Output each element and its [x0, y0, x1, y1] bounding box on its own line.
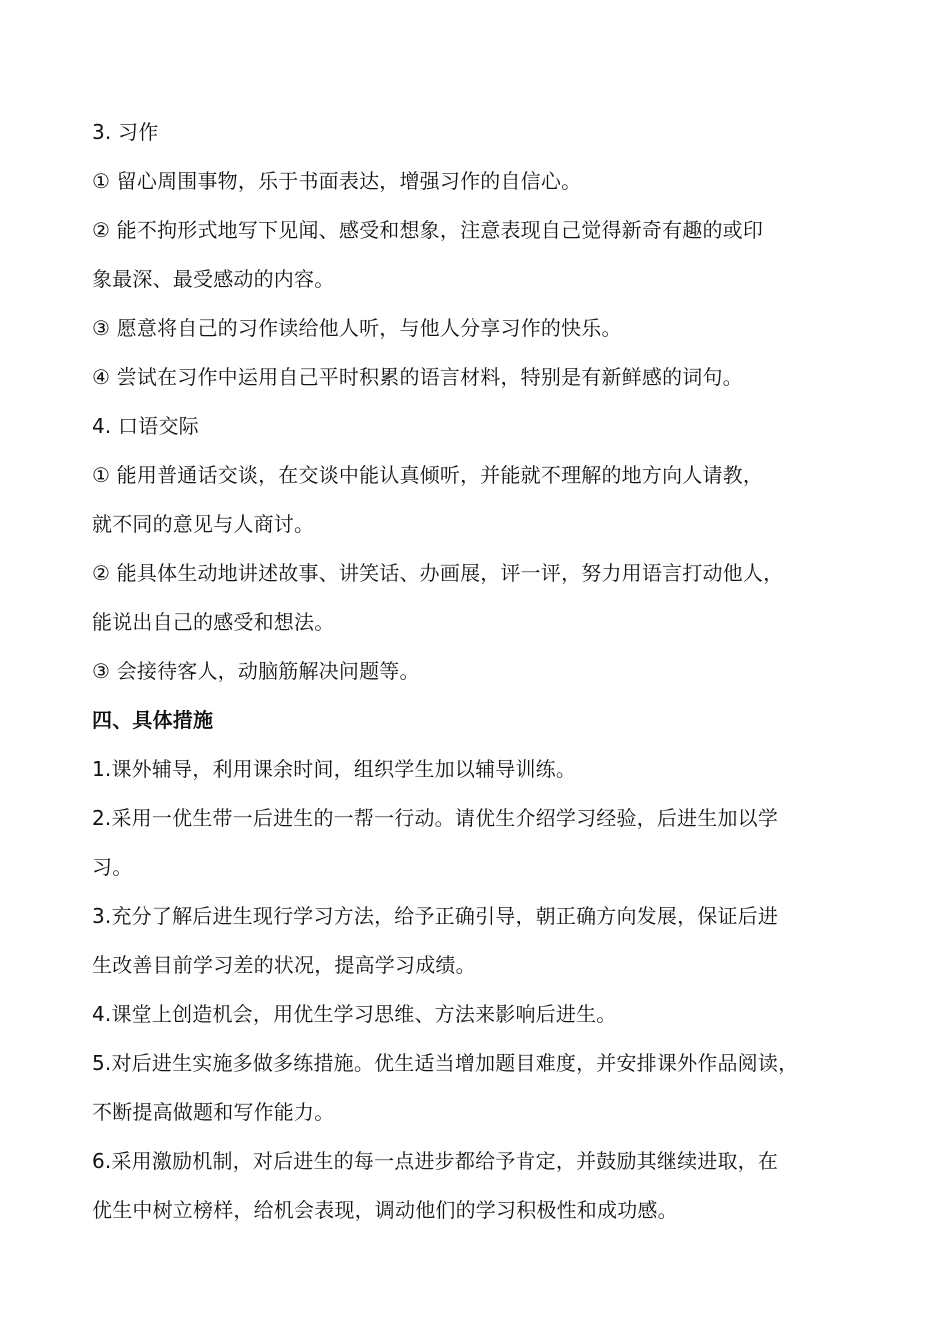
writing-item-3: ③ 愿意将自己的习作读给他人听，与他人分享习作的快乐。	[92, 316, 622, 340]
measure-6-line-2: 优生中树立榜样，给机会表现，调动他们的学习积极性和成功感。	[92, 1198, 678, 1222]
measure-5-line-1: 5.对后进生实施多做多练措施。优生适当增加题目难度，并安排课外作品阅读，	[92, 1051, 799, 1075]
writing-item-1: ① 留心周围事物，乐于书面表达，增强习作的自信心。	[92, 169, 582, 193]
writing-item-2-line-1: ② 能不拘形式地写下见闻、感受和想象，注意表现自己觉得新奇有趣的或印	[92, 218, 764, 242]
writing-item-2-line-2: 象最深、最受感动的内容。	[92, 267, 335, 291]
measure-1: 1.课外辅导，利用课余时间，组织学生加以辅导训练。	[92, 757, 577, 781]
measure-6-line-1: 6.采用激励机制，对后进生的每一点进步都给予肯定，并鼓励其继续进取，在	[92, 1149, 779, 1173]
measure-2-line-1: 2.采用一优生带一后进生的一帮一行动。请优生介绍学习经验，后进生加以学	[92, 806, 779, 830]
oral-item-2-line-1: ② 能具体生动地讲述故事、讲笑话、办画展，评一评，努力用语言打动他人，	[92, 561, 784, 585]
section-heading-writing: 3. 习作	[92, 120, 159, 144]
oral-item-2-line-2: 能说出自己的感受和想法。	[92, 610, 335, 634]
section-heading-oral: 4. 口语交际	[92, 414, 199, 438]
section-title-measures: 四、具体措施	[92, 708, 214, 732]
measure-3-line-2: 生改善目前学习差的状况，提高学习成绩。	[92, 953, 476, 977]
oral-item-3: ③ 会接待客人，动脑筋解决问题等。	[92, 659, 420, 683]
measure-2-line-2: 习。	[92, 855, 133, 879]
measure-5-line-2: 不断提高做题和写作能力。	[92, 1100, 335, 1124]
oral-item-1-line-2: 就不同的意见与人商讨。	[92, 512, 315, 536]
writing-item-4: ④ 尝试在习作中运用自己平时积累的语言材料，特别是有新鲜感的词句。	[92, 365, 743, 389]
document-page	[92, 108, 872, 1235]
oral-item-1-line-1: ① 能用普通话交谈，在交谈中能认真倾听，并能就不理解的地方向人请教，	[92, 463, 764, 487]
measure-4: 4.课堂上创造机会，用优生学习思维、方法来影响后进生。	[92, 1002, 617, 1026]
measure-3-line-1: 3.充分了解后进生现行学习方法，给予正确引导，朝正确方向发展，保证后进	[92, 904, 779, 928]
